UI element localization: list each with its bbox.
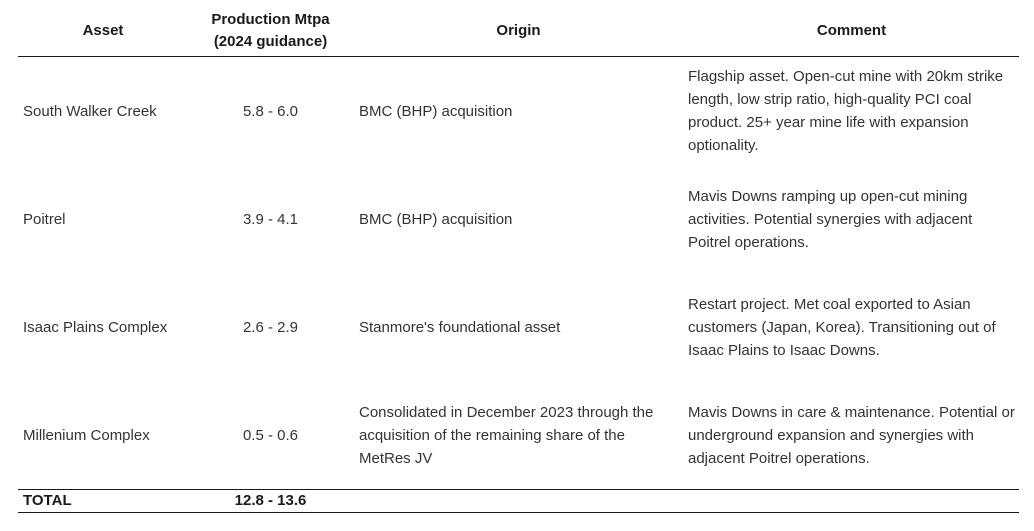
total-row [18, 490, 1019, 513]
production-cell: 3.9 - 4.1 [242, 210, 299, 228]
total-origin-empty [353, 490, 684, 513]
asset-cell: Isaac Plains Complex [23, 318, 168, 336]
origin-cell: BMC (BHP) acquisition [359, 210, 513, 228]
asset-cell: South Walker Creek [23, 102, 157, 120]
total-label: TOTAL [18, 490, 188, 513]
table-row [18, 273, 1019, 381]
table-row [18, 165, 1019, 273]
table-row [18, 381, 1019, 490]
comment-cell: Restart project. Met coal exported to Asian customers (Japan, Korea). Transitioning out of Isaac Plains to Isaac Downs. [688, 295, 996, 359]
origin-cell: Stanmore's foundational asset [359, 318, 561, 336]
table-row [18, 57, 1019, 166]
header-origin: Origin [353, 8, 684, 57]
total-comment-empty [684, 490, 1019, 513]
production-cell: 0.5 - 0.6 [242, 426, 299, 444]
header-production-line1: Production Mtpa [211, 11, 330, 28]
asset-cell: Poitrel [23, 210, 66, 228]
total-production: 12.8 - 13.6 [188, 490, 353, 513]
header-row [18, 8, 1019, 57]
header-production-line2: (2024 guidance) [213, 33, 328, 50]
header-asset: Asset [18, 8, 188, 57]
comment-cell: Mavis Downs in care & maintenance. Potential or underground expansion and synergies with adjacent Poitrel operations. [688, 403, 1015, 467]
header-comment: Comment [684, 8, 1019, 57]
asset-production-table [18, 8, 1019, 513]
origin-cell: BMC (BHP) acquisition [359, 102, 513, 120]
production-cell: 5.8 - 6.0 [242, 102, 299, 120]
production-cell: 2.6 - 2.9 [242, 318, 299, 336]
comment-cell: Mavis Downs ramping up open-cut mining activities. Potential synergies with adjacent Poitrel operations. [688, 187, 973, 251]
asset-cell: Millenium Complex [23, 426, 150, 444]
comment-cell: Flagship asset. Open-cut mine with 20km strike length, low strip ratio, high-quality PCI coal product. 25+ year mine life with expansion optionality. [688, 68, 1004, 154]
header-production [188, 8, 353, 57]
asset-table-container [18, 8, 1019, 513]
origin-cell: Consolidated in December 2023 through the acquisition of the remaining share of the MetRes JV [359, 403, 654, 467]
